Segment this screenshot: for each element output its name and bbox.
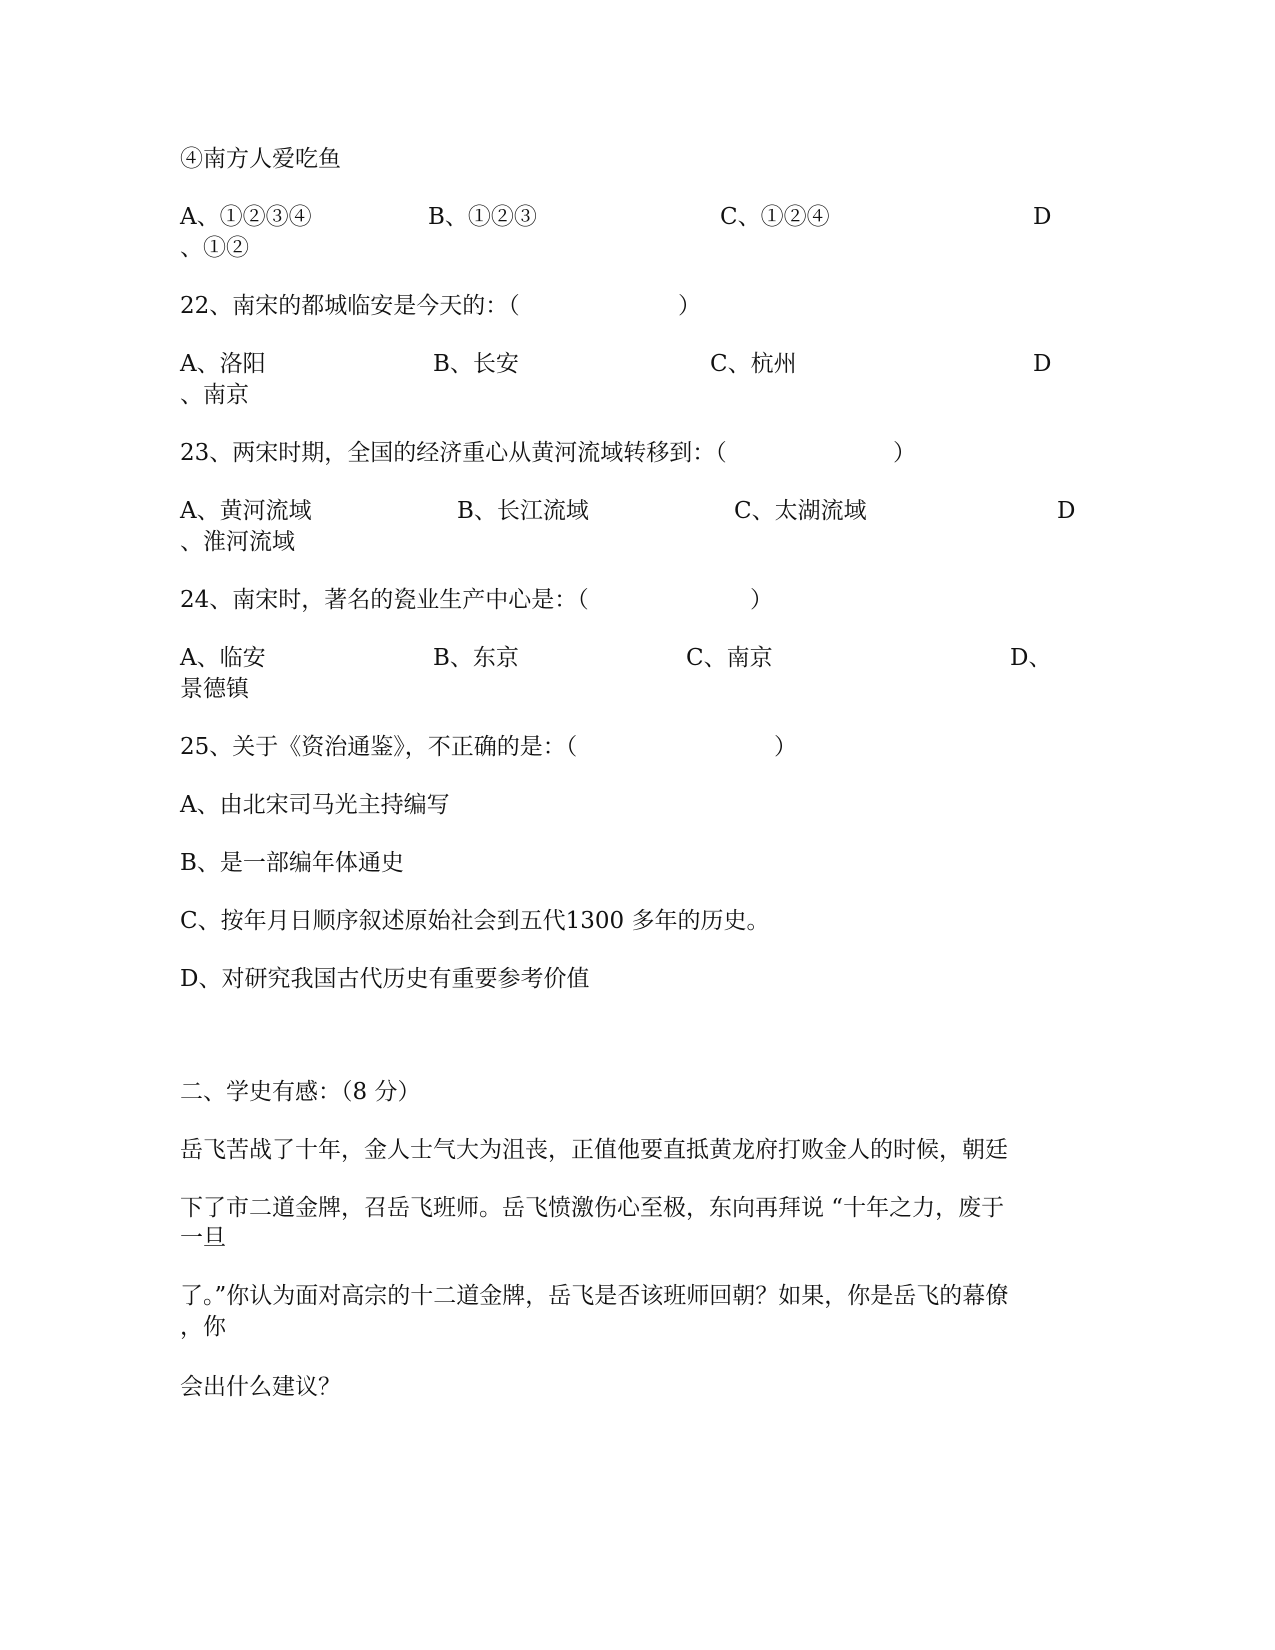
option-d: D、 (1010, 645, 1052, 671)
passage-line-wrap: ，你 (180, 1314, 226, 1340)
option-c: C、太湖流域 (734, 498, 867, 524)
question-25: 25、关于《资治通鉴》，不正确的是：（ (180, 734, 578, 760)
option-b: B、长江流域 (457, 498, 589, 524)
passage-line: 了。”你认为面对高宗的十二道金牌，岳飞是否该班师回朝？如果，你是岳飞的幕僚 (180, 1283, 1009, 1309)
option-d-wrap: 、南京 (180, 382, 249, 408)
question-23-close-paren: ） (893, 440, 916, 466)
option-c: C、杭州 (710, 351, 797, 377)
option-c: C、南京 (686, 645, 773, 671)
option-d: D (1057, 498, 1076, 524)
option-d-wrap: 景德镇 (180, 676, 249, 702)
option-b: B、是一部编年体通史 (180, 850, 404, 876)
question-23: 23、两宋时期，全国的经济重心从黄河流域转移到：（ (180, 440, 727, 466)
option-d: D、对研究我国古代历史有重要参考价值 (180, 966, 590, 992)
passage-line: 会出什么建议？ (180, 1374, 341, 1400)
option-c: C、按年月日顺序叙述原始社会到五代1300 多年的历史。 (180, 908, 770, 934)
passage-line: 岳飞苦战了十年，金人士气大为沮丧，正值他要直抵黄龙府打败金人的时候，朝廷 (180, 1137, 1008, 1163)
option-a: A、由北宋司马光主持编写 (180, 792, 450, 818)
section-heading: 二、学史有感：（8 分） (180, 1079, 421, 1105)
option-a: A、临安 (180, 645, 266, 671)
question-24: 24、南宋时，著名的瓷业生产中心是：（ (180, 587, 589, 613)
question-22-close-paren: ） (678, 293, 701, 319)
option-a: A、洛阳 (180, 351, 266, 377)
passage-line: 下了市二道金牌，召岳飞班师。岳飞愤激伤心至极，东向再拜说 “十年之力，废于 (180, 1195, 1005, 1221)
option-d: D (1033, 351, 1052, 377)
question-22: 22、南宋的都城临安是今天的：（ (180, 293, 520, 319)
question-24-close-paren: ） (750, 587, 773, 613)
option-d: D (1033, 204, 1052, 230)
option-a: A、①②③④ (180, 204, 312, 230)
option-b: B、①②③ (428, 204, 537, 230)
question-25-close-paren: ） (774, 734, 797, 760)
passage-line-wrap: 一旦 (180, 1225, 226, 1251)
option-d-wrap: 、淮河流域 (180, 529, 295, 555)
option-c: C、①②④ (720, 204, 830, 230)
option-b: B、东京 (433, 645, 519, 671)
option-b: B、长安 (433, 351, 519, 377)
option-d-wrap: 、①② (180, 235, 249, 261)
option-line: ④南方人爱吃鱼 (180, 146, 341, 172)
option-a: A、黄河流域 (180, 498, 312, 524)
